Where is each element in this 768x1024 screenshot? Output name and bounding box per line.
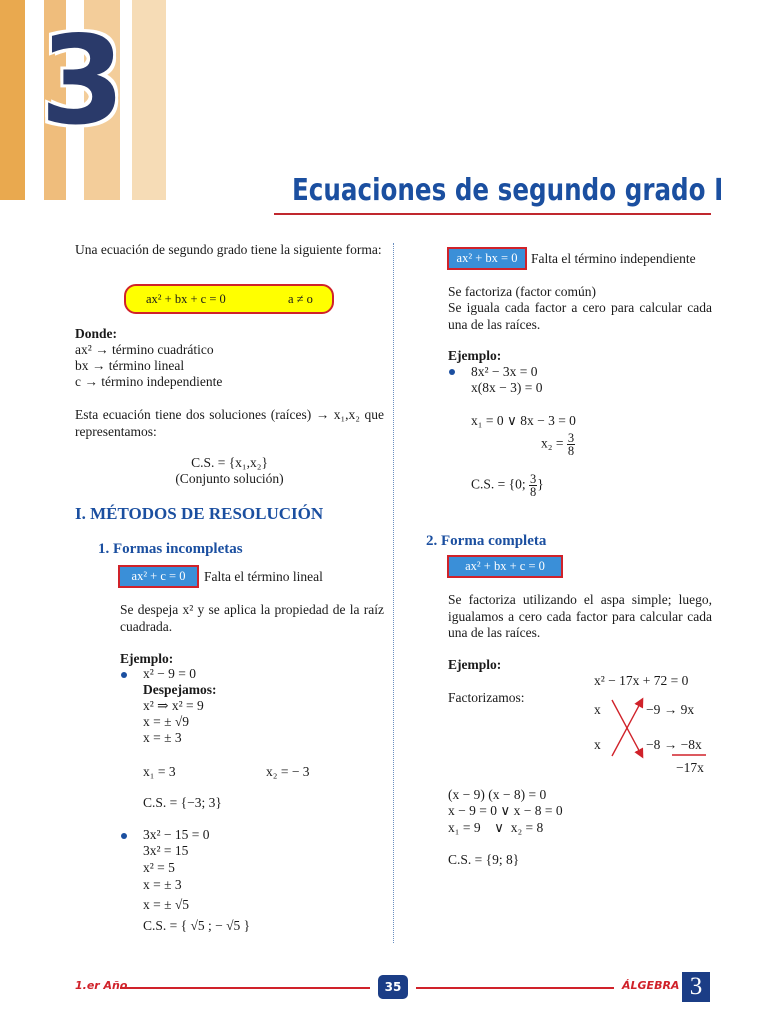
bullet-1: [121, 672, 127, 678]
example-label-2: Ejemplo:: [448, 348, 502, 363]
footer-rule-left: [120, 987, 370, 989]
aspa-x-bottom: x: [594, 737, 601, 752]
aspa-bottom-factor: −8 → −8x: [646, 737, 702, 752]
ex2-line-3: x² = 5: [143, 860, 175, 875]
ex3-x2: [541, 432, 575, 457]
ex3-cs-end: }: [537, 476, 544, 492]
term-independent: c → término independiente: [75, 374, 223, 389]
footer-year: 1.er Año: [75, 979, 128, 992]
subsection-incomplete: 1. Formas incompletas: [98, 541, 243, 557]
fraction-denominator: 8: [567, 444, 575, 458]
ex3-line-3: x₁ = 0 ∨ 8x − 3 = 0: [471, 413, 576, 428]
ex1-solution-set: C.S. = {−3; 3}: [143, 795, 222, 810]
ex4-solution-set: C.S. = {9; 8}: [448, 852, 520, 867]
ex2-line-1: 3x² − 15 = 0: [143, 827, 210, 842]
ex1-line-5: x = ± 3: [143, 730, 182, 745]
ex1-x2: x₂ = − 3: [266, 764, 310, 779]
page-title: Ecuaciones de segundo grado I: [292, 173, 724, 208]
page-number: 35: [378, 975, 408, 999]
ex1-line-2: Despejamos:: [143, 682, 217, 697]
bullet-2: [121, 833, 127, 839]
factor-text-1: Se factoriza (factor común): [448, 284, 597, 299]
term-quadratic: ax² → término cuadrático: [75, 342, 214, 357]
ex3-solution-set: [471, 473, 544, 498]
header-stripe-1: [0, 0, 25, 200]
ex2-solution-set: C.S. = { √5 ; − √5 }: [143, 918, 251, 933]
title-underline: [274, 213, 711, 215]
incomplete-form-box: ax² + c = 0: [118, 565, 199, 588]
chapter-number: 3: [40, 10, 123, 152]
ex3-cs-start: C.S. = {0;: [471, 476, 526, 492]
aspa-sum: −17x: [676, 760, 704, 775]
formula-condition: a ≠ o: [288, 292, 313, 306]
subsection-complete: 2. Forma completa: [426, 533, 547, 549]
complete-form-box: ax² + bx + c = 0: [447, 555, 563, 578]
ex1-line-1: x² − 9 = 0: [143, 666, 197, 681]
fraction-three-eighths: [567, 432, 575, 457]
term-linear: bx → término lineal: [75, 358, 185, 373]
ex4-line-2: x − 9 = 0 ∨ x − 8 = 0: [448, 803, 563, 818]
incomplete-form-box-2: ax² + bx = 0: [447, 247, 527, 270]
solution-set: C.S. = {x₁,x₂}: [191, 455, 268, 470]
donde-label: Donde:: [75, 326, 118, 341]
ex1-x1: x₁ = 3: [143, 764, 176, 779]
incomplete-form-note: Falta el término lineal: [204, 569, 323, 584]
ex4-equation: x² − 17x + 72 = 0: [594, 673, 689, 688]
example-label-1: Ejemplo:: [120, 651, 174, 666]
method-text: Se despeja x² y se aplica la propiedad de la raíz cuadrada.: [120, 602, 384, 634]
aspa-x-top: x: [594, 702, 601, 717]
footer-chapter-number: 3: [682, 972, 710, 1002]
footer-rule-right: [416, 987, 614, 989]
section-heading-methods: I. MÉTODOS DE RESOLUCIÓN: [75, 504, 324, 523]
bullet-3: [449, 369, 455, 375]
ex2-line-4: x = ± 3: [143, 877, 182, 892]
fraction-numerator-2: 3: [529, 472, 537, 486]
ex3-line-2: x(8x − 3) = 0: [471, 380, 543, 395]
factorizamos-label: Factorizamos:: [448, 690, 525, 705]
fraction-numerator: 3: [567, 431, 575, 445]
intro-text: Una ecuación de segundo grado tiene la siguiente forma:: [75, 242, 382, 257]
solution-set-note: (Conjunto solución): [175, 471, 284, 486]
aspa-text: Se factoriza utilizando el aspa simple; luego, igualamos a cero cada factor para calcular cada una de las raíces.: [448, 592, 712, 640]
cross-diagram: [600, 690, 710, 770]
fraction-three-eighths-2: [529, 473, 537, 498]
example-label-3: Ejemplo:: [448, 657, 502, 672]
incomplete-form-note-2: Falta el término independiente: [531, 251, 696, 266]
column-divider: [393, 243, 394, 943]
solutions-text: Esta ecuación tiene dos soluciones (raíces) → x₁,x₂ que representamos:: [75, 407, 384, 439]
ex4-line-3: x₁ = 9 ∨ x₂ = 8: [448, 820, 544, 835]
aspa-top-factor: −9 → 9x: [646, 702, 695, 717]
ex2-line-5: x = ± √5: [143, 897, 190, 912]
general-formula: ax² + bx + c = 0: [146, 292, 226, 306]
ex1-line-4: x = ± √9: [143, 714, 190, 729]
footer-subject: ÁLGEBRA: [622, 979, 680, 992]
general-formula-box: [124, 284, 334, 314]
ex3-line-1: 8x² − 3x = 0: [471, 364, 538, 379]
ex3-x2-label: x₂ =: [541, 435, 564, 451]
header-stripe-4: [132, 0, 166, 200]
ex4-line-1: (x − 9) (x − 8) = 0: [448, 787, 547, 802]
fraction-denominator-2: 8: [529, 485, 537, 499]
factor-text-2: Se iguala cada factor a cero para calcular cada una de las raíces.: [448, 300, 712, 332]
ex2-line-2: 3x² = 15: [143, 843, 189, 858]
ex1-line-3: x² ⇒ x² = 9: [143, 698, 204, 713]
